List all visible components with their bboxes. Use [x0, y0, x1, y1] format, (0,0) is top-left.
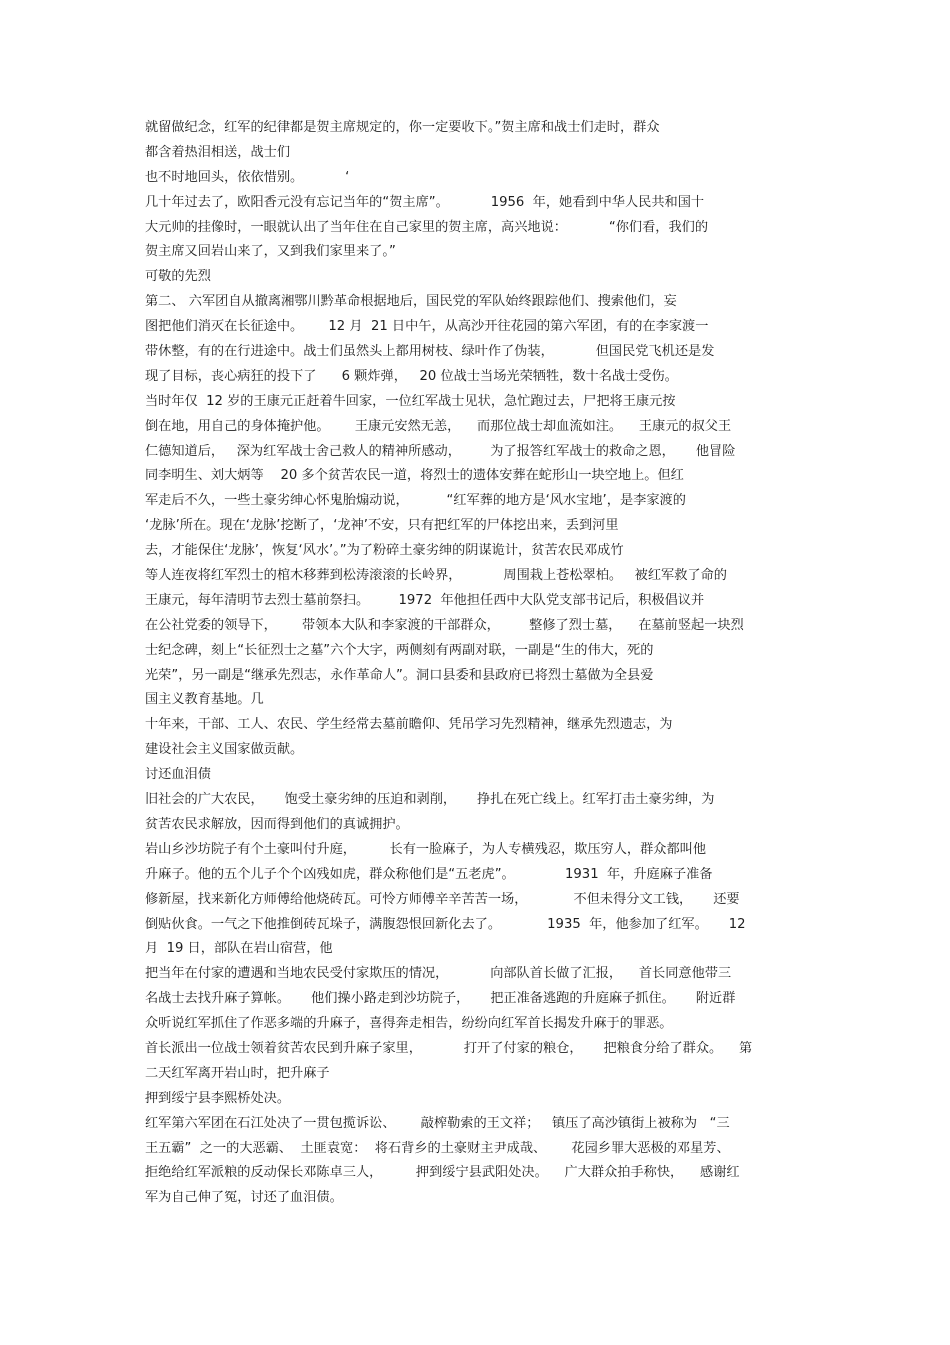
text-line: 把当年在付家的遭遇和当地农民受付家欺压的情况， 向部队首长做了汇报， 首长同意他带三 — [145, 966, 732, 982]
text-line: 升麻子。他的五个儿子个个凶残如虎，群众称他们是“五老虎”。 1931 年，升庭麻子准备 — [145, 866, 713, 882]
document-body — [145, 116, 825, 1211]
text-line: 岩山乡沙坊院子有个土豪叫付升庭， 长有一脸麻子，为人专横残忍，欺压穷人，群众都叫他 — [145, 841, 707, 857]
text-line: 国主义教育基地。几 — [145, 692, 264, 708]
text-line: 同李明生、刘大炳等 20 多个贫苦农民一道，将烈士的遗体安葬在蛇形山一块空地上。但红 — [145, 468, 684, 484]
text-line: 去，才能保住‘龙脉’，恢复‘风水’。”为了粉碎土豪劣绅的阴谋诡计，贫苦农民邓成竹 — [145, 543, 624, 559]
text-line: 倒贴伙食。一气之下他推倒砖瓦垛子，满腹怨恨回新化去了。 1935 年，他参加了红军。 12 — [145, 916, 746, 932]
text-line: 王五霸” 之一的大恶霸、 土匪袁宽： 将石背乡的土豪财主尹成哉、 花园乡罪大恶极的邓星芳、 — [145, 1140, 730, 1156]
text-line: 都含着热泪相送，战士们 — [145, 144, 291, 160]
text-line: 众听说红军抓住了作恶多端的升麻子，喜得奔走相告，纷纷向红军首长揭发升麻于的罪恶。 — [145, 1016, 673, 1032]
text-line: 几十年过去了，欧阳香元没有忘记当年的“贺主席”。 1956 年，她看到中华人民共和国十 — [145, 194, 705, 210]
text-line: 等人连夜将红军烈士的棺木移葬到松涛滚滚的长岭界， 周围栽上苍松翠柏。 被红军救了命的 — [145, 568, 727, 584]
text-line: 修新屋，找来新化方师傅给他烧砖瓦。可怜方师傅辛辛苦苦一场， 不但未得分文工钱， 还要 — [145, 891, 740, 907]
text-line: ‘龙脉’所在。现在‘龙脉’挖断了，‘龙神’不安，只有把红军的尸体挖出来，丢到河里 — [145, 518, 619, 534]
section-heading: 讨还血泪债 — [145, 767, 211, 783]
text-line: 押到绥宁县李熙桥处决。 — [145, 1090, 291, 1106]
text-line: 大元帅的挂像时，一眼就认出了当年住在自己家里的贺主席，高兴地说： “你们看，我们的 — [145, 219, 709, 235]
text-line: 倒在地，用自己的身体掩护他。 王康元安然无恙， 而那位战士却血流如注。 王康元的叔父王 — [145, 418, 732, 434]
text-line: 拒绝给红军派粮的反动保长邓陈卓三人， 押到绥宁县武阳处决。 广大群众拍手称快， 感谢红 — [145, 1165, 740, 1181]
text-line: 月 19 日，部队在岩山宿营，他 — [145, 941, 333, 957]
text-line: 现了目标，丧心病狂的投下了 6 颗炸弹， 20 位战士当场光荣牺牲，数十名战士受伤。 — [145, 368, 678, 384]
text-line: 仁德知道后， 深为红军战士舍己救人的精神所感动， 为了报答红军战士的救命之恩， 他冒险 — [145, 443, 736, 459]
text-line: 也不时地回头，依依惜别。 ‘ — [145, 169, 350, 185]
text-line: 十年来，干部、工人、农民、学生经常去墓前瞻仰、凭吊学习先烈精神，继承先烈遗志，为 — [145, 717, 673, 733]
text-line: 就留做纪念，红军的纪律都是贺主席规定的，你一定要收下。”贺主席和战士们走时，群众 — [145, 120, 660, 135]
text-line: 建设社会主义国家做贡献。 — [145, 742, 304, 758]
text-line: 当时年仅 12 岁的王康元正赶着牛回家，一位红军战士见状，急忙跑过去，尸把将王康元按 — [145, 393, 676, 409]
text-line: 带休整，有的在行进途中。战士们虽然头上都用树枝、绿叶作了伪装， 但国民党飞机还是发 — [145, 344, 715, 360]
text-line: 贫苦农民求解放，因而得到他们的真诚拥护。 — [145, 816, 409, 832]
text-line: 王康元，每年清明节去烈士墓前祭扫。 1972 年他担任西中大队党支部书记后，积极倡议并 — [145, 592, 705, 608]
text-line: 士纪念碑，刻上“长征烈士之墓”六个大字，两侧刻有两副对联，一副是“生的伟大，死的 — [145, 642, 654, 658]
text-line: 名战士去找升麻子算帐。 他们操小路走到沙坊院子， 把正准备逃跑的升庭麻子抓住。 附近群 — [145, 991, 736, 1007]
text-line: 军走后不久，一些土豪劣绅心怀鬼胎煽动说， “红军葬的地方是‘风水宝地’，是李家渡的 — [145, 493, 686, 509]
text-line: 红军第六军团在石江处决了一贯包揽诉讼、 敲榨勒索的王文祥； 镇压了高沙镇街上被称为 “三 — [145, 1115, 730, 1131]
section-heading: 可敬的先烈 — [145, 269, 211, 285]
text-line: 贺主席又回岩山来了，又到我们家里来了。” — [145, 244, 396, 260]
text-line: 首长派出一位战士领着贫苦农民到升麻子家里， 打开了付家的粮仓， 把粮食分给了群众。 第 — [145, 1040, 753, 1056]
text-line: 在公社党委的领导下， 带领本大队和李家渡的干部群众， 整修了烈士墓， 在墓前竖起一块烈 — [145, 617, 744, 633]
text-line: 军为自己伸了冤，讨还了血泪债。 — [145, 1190, 343, 1206]
text-line: 旧社会的广大农民， 饱受土豪劣绅的压迫和剥削， 挣扎在死亡线上。红军打击土豪劣绅，为 — [145, 792, 715, 808]
text-line: 二天红军离开岩山时，把升麻子 — [145, 1065, 330, 1081]
text-line: 第二、 六军团自从撤离湘鄂川黔革命根据地后，国民党的军队始终跟踪他们、搜索他们，妄 — [145, 294, 677, 310]
text-line: 光荣”，另一副是“继承先烈志，永作革命人”。洞口县委和县政府已将烈士墓做为全县爱 — [145, 667, 654, 683]
text-line: 图把他们消灭在长征途中。 12 月 21 日中午，从高沙开往花园的第六军团，有的在李家渡一 — [145, 319, 709, 335]
